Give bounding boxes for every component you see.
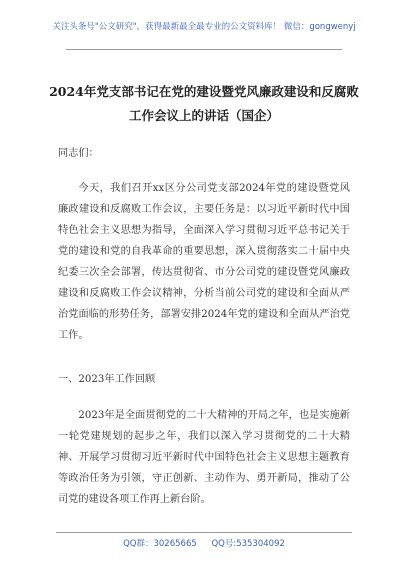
body-paragraph-1: 今天，我们召开xx区分公司党支部2024年党的建设暨党风廉政建设和反腐败工作会议，主要任务是：以习近平新时代中国特色社会主义思想为指导，全面深入学习贯彻习近平总书记关于党的建设和党的自我革命的重要思想，深入贯彻落实二十届中央纪委三次全会部署，传达贯彻省、市分公司党的建设暨党风廉政建设和反腐败工作会议精神，分析当前公司党的建设和全面从严治党面临的形势任务，部署安排2024年党的建设和全面从严治党工作。 [58,183,350,341]
body-paragraph-2: 2023年是全面贯彻党的二十大精神的开局之年，也是实施新一轮党建规划的起步之年，我们以深入学习贯彻党的二十大精神、开展学习贯彻习近平新时代中国特色社会主义思想主题教育等政治任务为引领，守正创新、主动作为、勇开新局，推动了公司党的建设各项工作再上新台阶。 [58,410,350,505]
header-divider [66,49,342,50]
section-heading-1: 一、2023年工作回顾 [58,374,156,385]
salutation: 同志们： [58,148,99,159]
footer [0,537,408,549]
footer-qq-group: QQ群：30265665 [123,539,197,549]
footer-divider [56,532,352,533]
footer-qq: QQ号:535304092 [211,539,285,549]
document-title: 2024年党支部书记在党的建设暨党风廉政建设和反腐败工作会议上的讲话（国企） [49,84,359,123]
header-banner: 关注头条号"公文研究"，获得最新最全最专业的公文资料库！ 微信：gongwenyj [52,22,356,32]
